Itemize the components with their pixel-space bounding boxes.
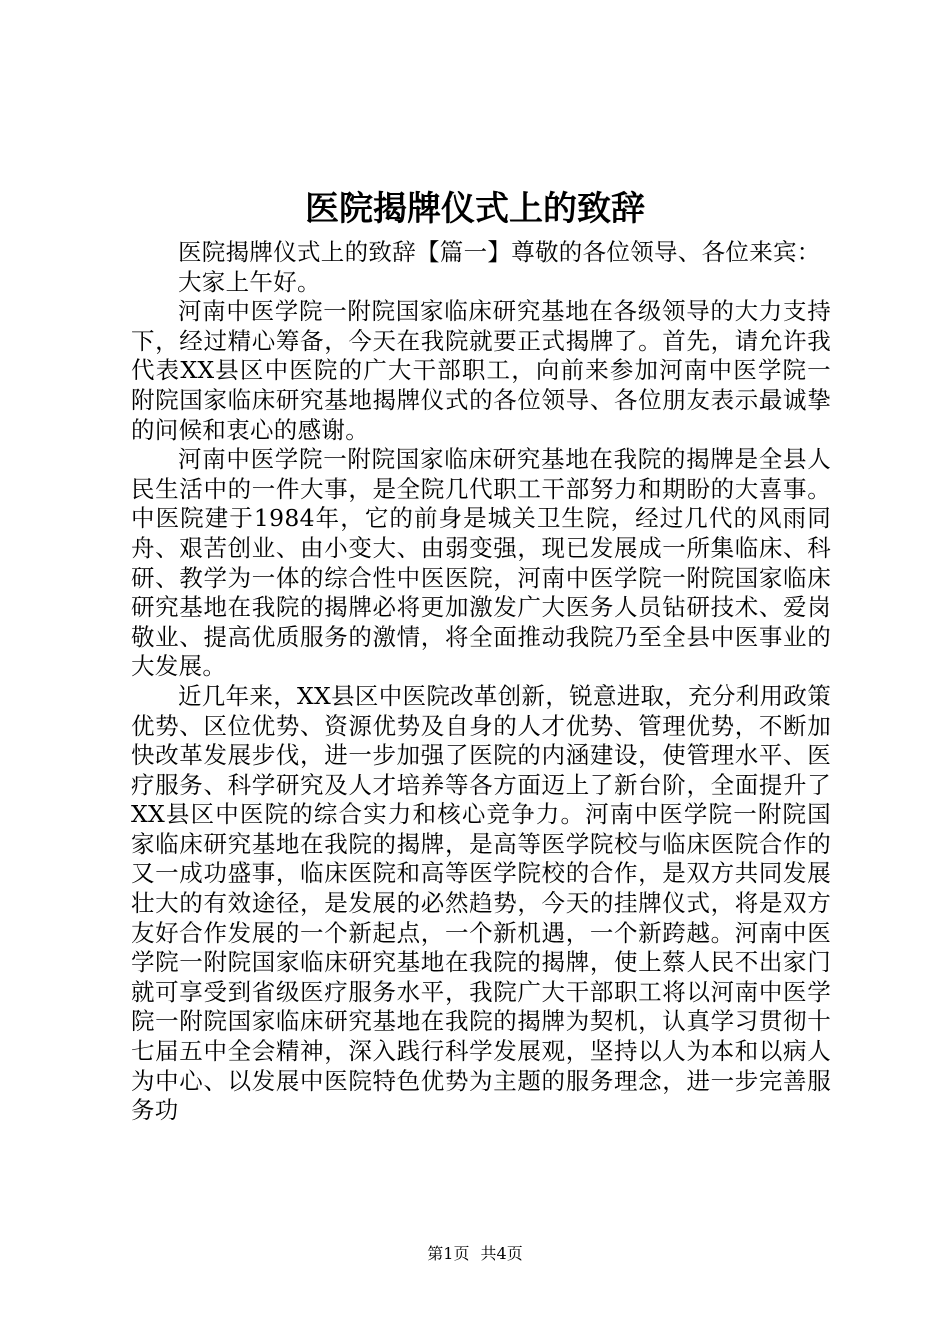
paragraph-development: 近几年来，XX县区中医院改革创新，锐意进取，充分利用政策优势、区位优势、资源优势及自身的人才优势、管理优势，不断加快改革发展步伐，进一步加强了医院的内涵建设，使管理水平、医疗服务、科学研究及人才培养等各方面迈上了新台阶，全面提升了XX县区中医院的综合实力和核心竞争力。河南中医学院一附院国家临床研究基地在我院的揭牌，是高等医学院校与临床医院合作的又一成功盛事，临床医院和高等医学院校的合作，是双方共同发展壮大的有效途径，是发展的必然趋势，今天的挂牌仪式，将是双方友好合作发展的一个新起点，一个新机遇，一个新跨越。河南中医学院一附院国家临床研究基地在我院的揭牌，使上蔡人民不出家门就可享受到省级医疗服务水平，我院广大干部职工将以河南中医学院一附院国家临床研究基地在我院的揭牌为契机，认真学习贯彻十七届五中全会精神，深入践行科学发展观，坚持以人为本和以病人为中心、以发展中医院特色优势为主题的服务理念，进一步完善服务功 bbox=[131, 681, 831, 1125]
paragraph-opening: 河南中医学院一附院国家临床研究基地在各级领导的大力支持下，经过精心筹备，今天在我院就要正式揭牌了。首先，请允许我代表XX县区中医院的广大干部职工，向前来参加河南中医学院一附院国家临床研究基地揭牌仪式的各位领导、各位朋友表示最诚挚的问候和衷心的感谢。 bbox=[131, 297, 831, 444]
document-title: 医院揭牌仪式上的致辞 bbox=[305, 189, 645, 229]
page-number-total: 共4页 bbox=[480, 1244, 523, 1263]
paragraph-greeting: 医院揭牌仪式上的致辞【篇一】尊敬的各位领导、各位来宾： bbox=[178, 238, 821, 266]
page-footer bbox=[0, 1243, 950, 1265]
page-number-current: 第1页 bbox=[427, 1244, 470, 1263]
paragraph-salutation: 大家上午好。 bbox=[178, 267, 321, 296]
document-body bbox=[131, 238, 831, 1126]
paragraph-history: 河南中医学院一附院国家临床研究基地在我院的揭牌是全县人民生活中的一件大事，是全院几代职工干部努力和期盼的大喜事。中医院建于1984年，它的前身是城关卫生院，经过几代的风雨同舟、艰苦创业、由小变大、由弱变强，现已发展成一所集临床、科研、教学为一体的综合性中医医院，河南中医学院一附院国家临床研究基地在我院的揭牌必将更加激发广大医务人员钻研技术、爱岗敬业、提高优质服务的激情，将全面推动我院乃至全县中医事业的大发展。 bbox=[131, 445, 831, 681]
